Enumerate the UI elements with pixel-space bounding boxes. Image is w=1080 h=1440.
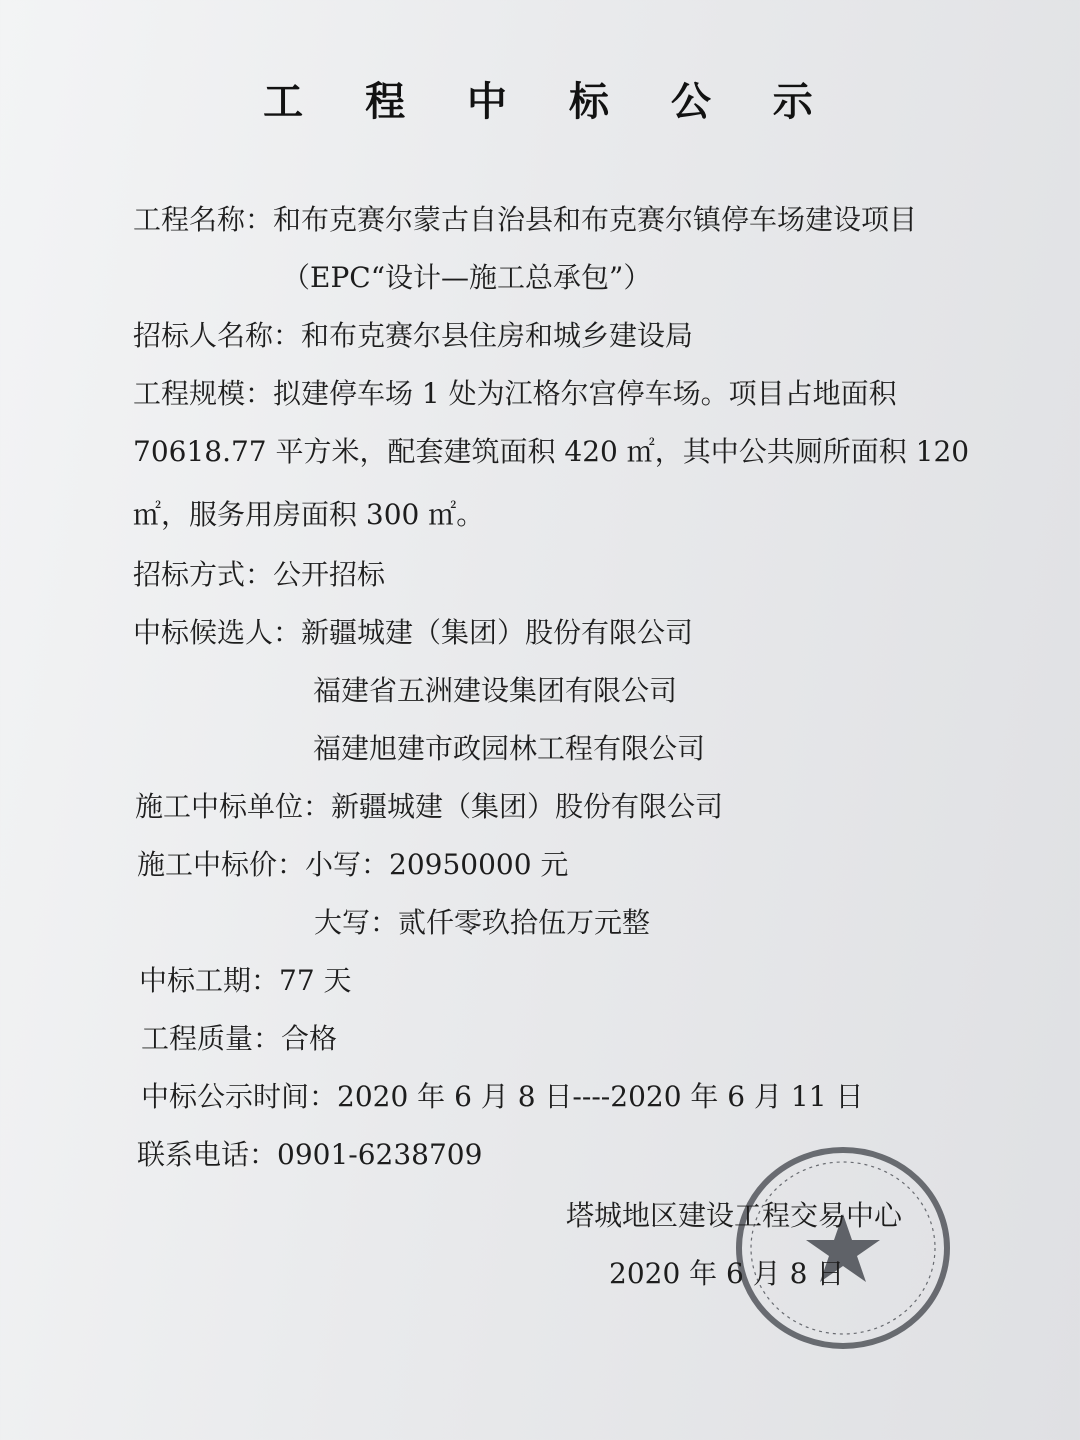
- project-name-continuation: （EPC“设计—施工总承包”）: [282, 261, 652, 294]
- candidate-item: 福建旭建市政园林工程有限公司: [313, 732, 706, 765]
- candidates-label: 中标候选人：: [133, 616, 302, 649]
- candidate-item: 福建省五洲建设集团有限公司: [313, 674, 678, 707]
- phone-label: 联系电话：: [137, 1138, 278, 1171]
- scale-line-3: ㎡，服务用房面积 300 ㎡。: [133, 498, 485, 531]
- scale-label: 工程规模：: [133, 377, 274, 410]
- quality-label: 工程质量：: [141, 1022, 282, 1055]
- scale-row: [133, 374, 897, 414]
- tenderer-label: 招标人名称：: [133, 319, 302, 352]
- price-label: 施工中标价：: [137, 848, 306, 881]
- candidates-row: [133, 613, 693, 653]
- issuer-name: 塔城地区建设工程交易中心: [566, 1199, 903, 1232]
- scale-line-1: 拟建停车场 1 处为江格尔宫停车场。项目占地面积: [273, 377, 897, 410]
- bid-method-row: [133, 555, 385, 595]
- candidate-item: 新疆城建（集团）股份有限公司: [301, 616, 694, 649]
- price-large: 大写：贰仟零玖拾伍万元整: [314, 906, 651, 939]
- duration-label: 中标工期：: [139, 964, 280, 997]
- tenderer-row: [133, 316, 693, 356]
- bid-method-value: 公开招标: [273, 558, 386, 591]
- project-name-label: 工程名称：: [133, 203, 274, 236]
- phone-row: [137, 1135, 482, 1175]
- publicity-time-label: 中标公示时间：: [141, 1080, 338, 1113]
- price-small: 小写：20950000 元: [305, 848, 569, 881]
- quality-value: 合格: [281, 1022, 338, 1055]
- official-seal-icon: [728, 1138, 958, 1358]
- publicity-time-value: 2020 年 6 月 8 日----2020 年 6 月 11 日: [337, 1080, 864, 1113]
- winner-value: 新疆城建（集团）股份有限公司: [331, 790, 724, 823]
- document-title: 工 程 中 标 公 示: [263, 78, 837, 125]
- winner-row: [135, 787, 723, 827]
- phone-value: 0901-6238709: [277, 1138, 483, 1171]
- quality-row: [141, 1019, 337, 1059]
- scale-line-2: 70618.77 平方米，配套建筑面积 420 ㎡，其中公共厕所面积 120: [133, 435, 970, 468]
- price-row: [137, 845, 568, 885]
- duration-row: [139, 961, 352, 1001]
- duration-value: 77 天: [279, 964, 352, 997]
- issue-date: 2020 年 6 月 8 日: [609, 1257, 845, 1290]
- winner-label: 施工中标单位：: [135, 790, 332, 823]
- bid-method-label: 招标方式：: [133, 558, 274, 591]
- project-name-value: 和布克赛尔蒙古自治县和布克赛尔镇停车场建设项目: [273, 203, 918, 236]
- tenderer-value: 和布克赛尔县住房和城乡建设局: [301, 319, 694, 352]
- project-name-row: [133, 200, 917, 240]
- publicity-time-row: [141, 1077, 863, 1117]
